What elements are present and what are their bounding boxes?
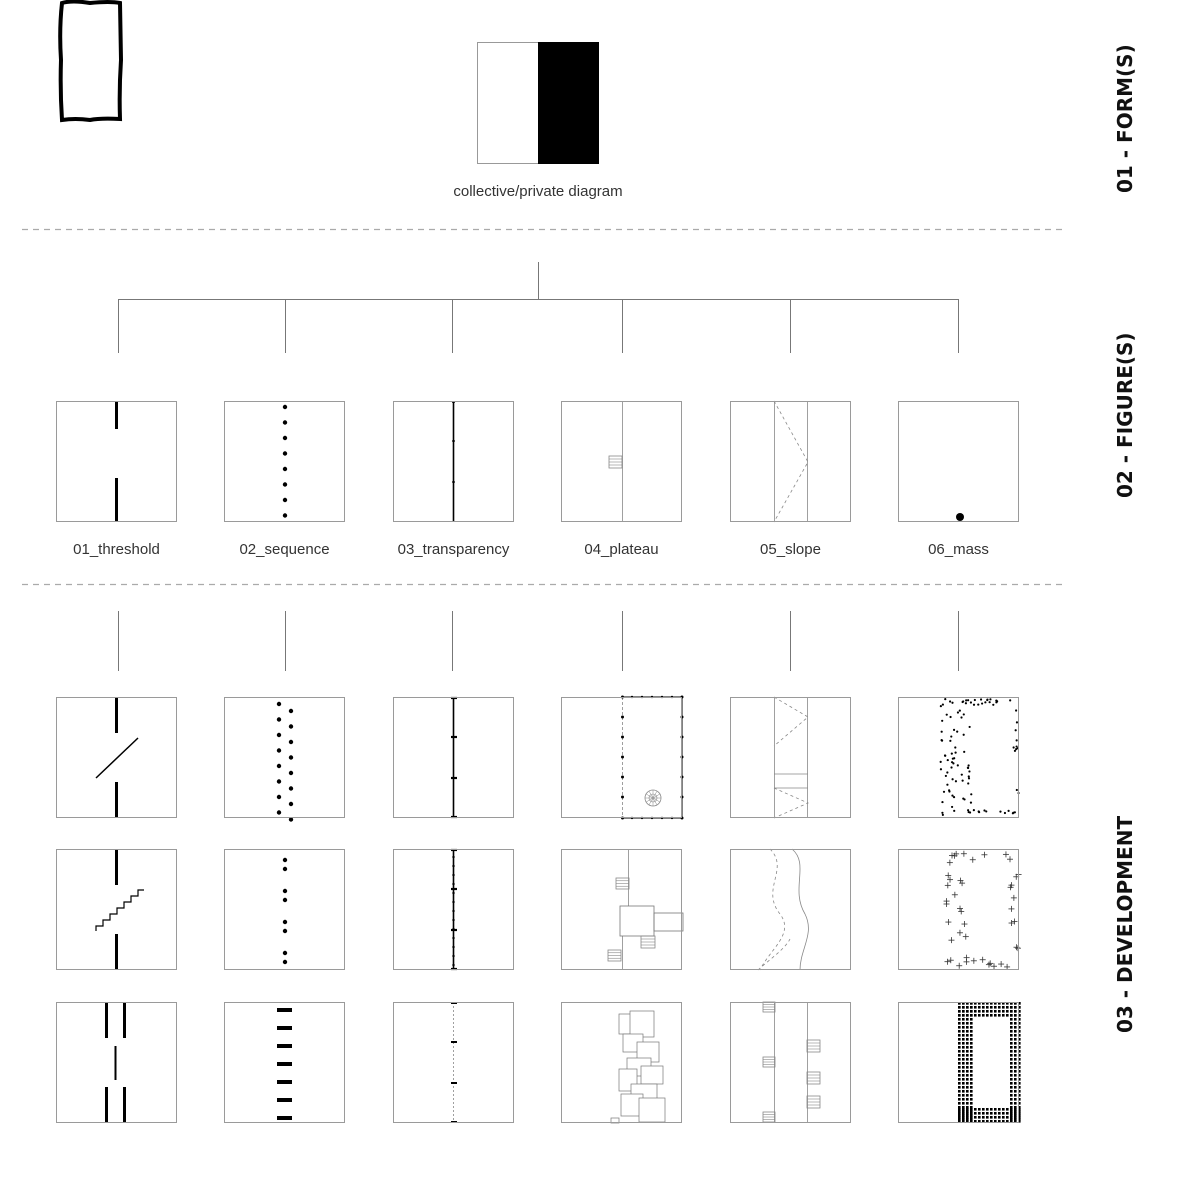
section-title-figure: 02 - FIGURE(S) (1113, 332, 1137, 498)
development-tile-threshold-3 (57, 1002, 177, 1123)
development-tile-transparency-2 (394, 849, 514, 970)
section-title-development: 03 - DEVELOPMENT (1113, 815, 1137, 1033)
tile-frame (731, 698, 851, 818)
tile-frame (562, 850, 682, 970)
form-caption: collective/private diagram (453, 183, 623, 200)
development-tile-slope-1 (731, 697, 851, 818)
tree-connector (118, 262, 959, 353)
tile-frame (899, 402, 1019, 522)
development-tile-mass-2 (899, 850, 1022, 970)
collective-half (478, 43, 539, 164)
development-tile-slope-3 (731, 1002, 851, 1123)
figure-label-plateau: 04_plateau (584, 541, 659, 558)
development-tile-plateau-2 (562, 849, 684, 970)
tile-frame (225, 698, 345, 818)
development-tile-threshold-1 (57, 697, 177, 818)
development-tile-transparency-3 (394, 1002, 514, 1123)
figure-tile-threshold (57, 401, 177, 522)
figure-label-sequence: 02_sequence (239, 541, 330, 558)
development-connectors (119, 611, 959, 671)
tile-frame (731, 1003, 851, 1123)
tile-frame (562, 402, 682, 522)
tile-frame (731, 850, 851, 970)
figure-label-threshold: 01_threshold (73, 541, 160, 558)
development-tile-mass-1 (899, 698, 1020, 818)
figure-label-slope: 05_slope (760, 541, 821, 558)
development-tile-slope-2 (731, 849, 851, 970)
section-title-form: 01 - FORM(S) (1113, 44, 1137, 193)
private-half (538, 42, 599, 164)
development-tile-transparency-1 (394, 697, 514, 818)
development-tile-plateau-1 (562, 696, 684, 820)
development-tile-threshold-2 (57, 849, 177, 970)
tile-frame (731, 402, 851, 522)
development-tile-plateau-3 (562, 1003, 682, 1124)
tile-frame (899, 698, 1019, 818)
development-tile-sequence-1 (225, 698, 345, 822)
figure-tile-mass (899, 402, 1019, 522)
collective-private-diagram (478, 42, 600, 164)
figure-tile-plateau (562, 401, 682, 522)
figure-label-mass: 06_mass (928, 541, 989, 558)
figure-tile-sequence (225, 402, 345, 522)
tile-frame (899, 850, 1019, 970)
development-tile-sequence-3 (225, 1003, 345, 1123)
figure-label-transparency: 03_transparency (397, 541, 510, 558)
development-tile-mass-3 (899, 1002, 1021, 1123)
tile-frame (225, 402, 345, 522)
figure-tile-slope (731, 401, 851, 522)
figure-tile-transparency (394, 401, 514, 522)
development-tile-sequence-2 (225, 850, 345, 970)
